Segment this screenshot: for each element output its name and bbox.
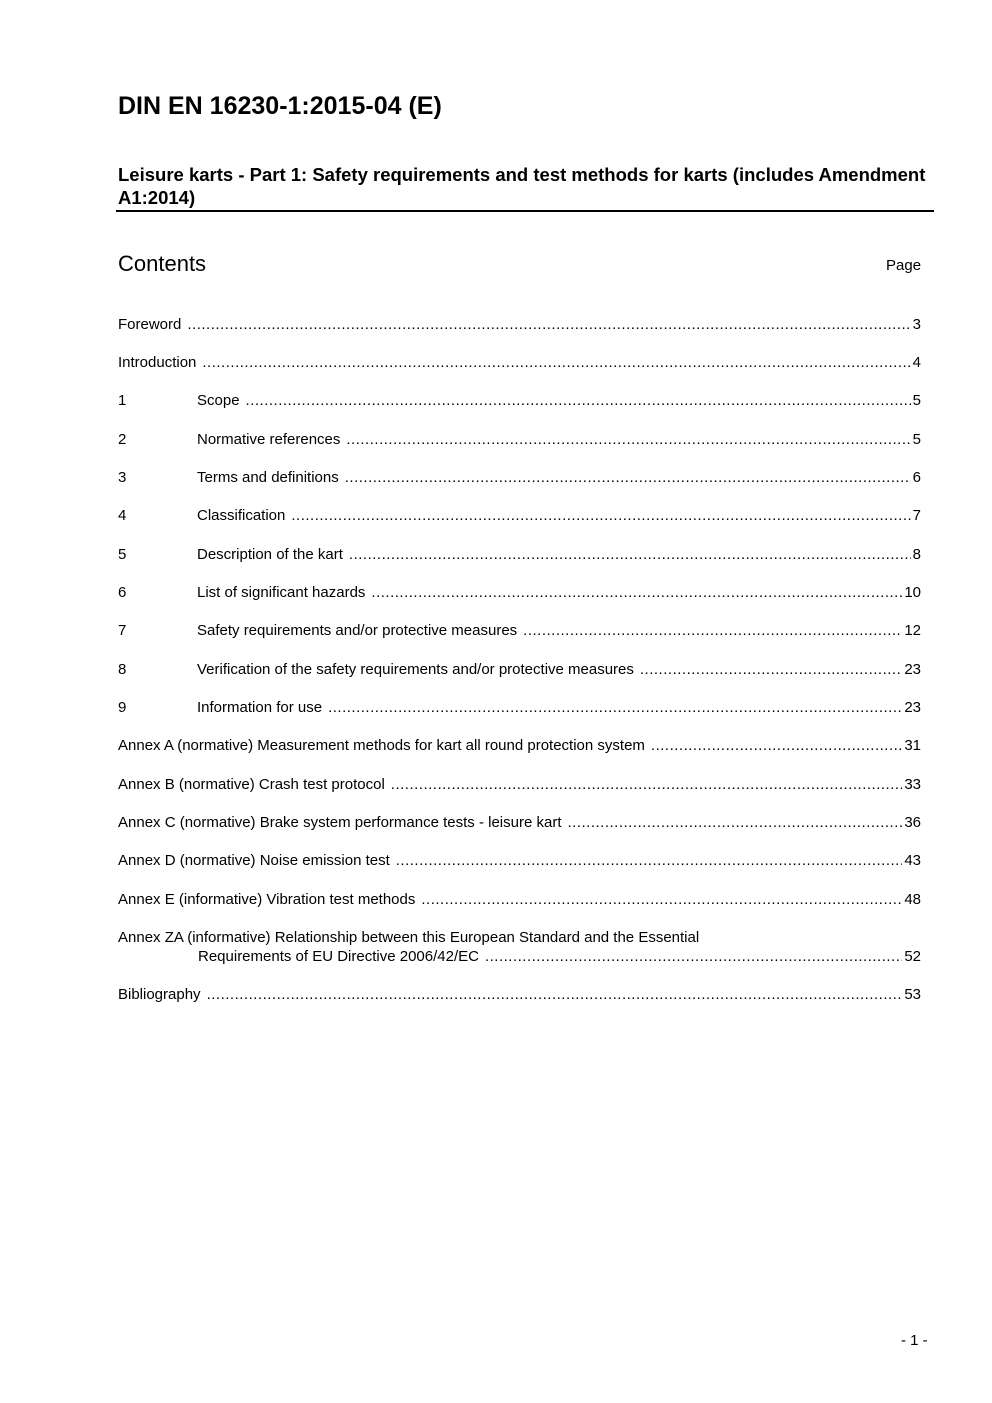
toc-entry-foreword[interactable]	[118, 315, 921, 335]
toc-label: List of significant hazards	[197, 584, 366, 601]
toc-label: Classification	[197, 507, 286, 524]
toc-entry-annex-za-continued	[198, 947, 921, 967]
toc-label: Annex D (normative) Noise emission test	[118, 852, 390, 869]
toc-number: 6	[118, 584, 127, 601]
toc-entry-bibliography[interactable]	[118, 985, 921, 1005]
toc-page: 6	[912, 469, 921, 486]
toc-page: 5	[912, 392, 921, 409]
toc-page: 5	[912, 431, 921, 448]
toc-page: 52	[904, 948, 921, 965]
toc-page: 3	[912, 316, 921, 333]
toc-entry-annex-b[interactable]	[118, 775, 921, 795]
toc-label: Bibliography	[118, 986, 201, 1003]
toc-page: 23	[904, 699, 921, 716]
toc-page: 12	[904, 622, 921, 639]
toc-page: 8	[912, 546, 921, 563]
toc-page: 10	[904, 584, 921, 601]
toc-number: 3	[118, 469, 127, 486]
toc-page: 36	[904, 814, 921, 831]
toc-entry-information-for-use[interactable]	[118, 698, 921, 718]
toc-entry-list-of-hazards[interactable]	[118, 583, 921, 603]
contents-heading: Contents	[118, 251, 207, 276]
toc-label: Scope	[197, 392, 240, 409]
toc-entry-verification[interactable]	[118, 660, 921, 680]
footer-page-number: - 1 -	[901, 1332, 928, 1349]
toc-page: 31	[904, 737, 921, 754]
toc-label: Annex C (normative) Brake system performance tests - leisure kart	[118, 814, 562, 831]
toc-entry-annex-a[interactable]	[118, 736, 921, 756]
toc-page: 7	[912, 507, 921, 524]
document-title: DIN EN 16230-1:2015-04 (E)	[118, 92, 442, 120]
toc-label: Description of the kart	[197, 546, 343, 563]
toc-label: Annex B (normative) Crash test protocol	[118, 776, 385, 793]
toc-label-line-2: Requirements of EU Directive 2006/42/EC	[198, 948, 479, 965]
toc-number: 1	[118, 392, 127, 409]
toc-number: 4	[118, 507, 127, 524]
toc-number: 9	[118, 699, 127, 716]
toc-label: Annex A (normative) Measurement methods for kart all round protection system	[118, 737, 645, 754]
toc-label: Annex E (informative) Vibration test methods	[118, 891, 416, 908]
toc-entry-introduction[interactable]	[118, 353, 921, 373]
toc-label: Foreword	[118, 316, 182, 333]
toc-entry-annex-c[interactable]	[118, 813, 921, 833]
toc-entry-terms-and-definitions[interactable]	[118, 468, 921, 488]
toc-page: 33	[904, 776, 921, 793]
toc-page: 23	[904, 661, 921, 678]
toc-label: Verification of the safety requirements and/or protective measures	[197, 661, 634, 678]
toc-page: 53	[904, 986, 921, 1003]
toc-entry-annex-d[interactable]	[118, 851, 921, 871]
toc-entry-normative-references[interactable]	[118, 430, 921, 450]
toc-page: 43	[904, 852, 921, 869]
toc-number: 7	[118, 622, 127, 639]
toc-entry-classification[interactable]	[118, 506, 921, 526]
toc-label: Normative references	[197, 431, 341, 448]
toc-label: Safety requirements and/or protective measures	[197, 622, 518, 639]
toc-entry-description-of-kart[interactable]	[118, 545, 921, 565]
subtitle-rule	[116, 210, 934, 212]
document-subtitle: Leisure karts - Part 1: Safety requirements and test methods for karts (includes Amendment A1:2014)	[118, 164, 926, 208]
page-column-label: Page	[886, 257, 922, 274]
toc-entry-safety-requirements[interactable]	[118, 621, 921, 641]
toc-page: 48	[904, 891, 921, 908]
toc-entry-scope[interactable]	[118, 391, 921, 411]
toc-label: Terms and definitions	[197, 469, 339, 486]
toc-number: 2	[118, 431, 127, 448]
toc-label: Information for use	[197, 699, 323, 716]
toc-page: 4	[912, 354, 921, 371]
toc-entry-annex-e[interactable]	[118, 890, 921, 910]
toc-number: 5	[118, 546, 127, 563]
toc-label: Introduction	[118, 354, 197, 371]
toc-number: 8	[118, 661, 127, 678]
toc-label-line-1: Annex ZA (informative) Relationship between this European Standard and the Essential	[118, 929, 700, 946]
